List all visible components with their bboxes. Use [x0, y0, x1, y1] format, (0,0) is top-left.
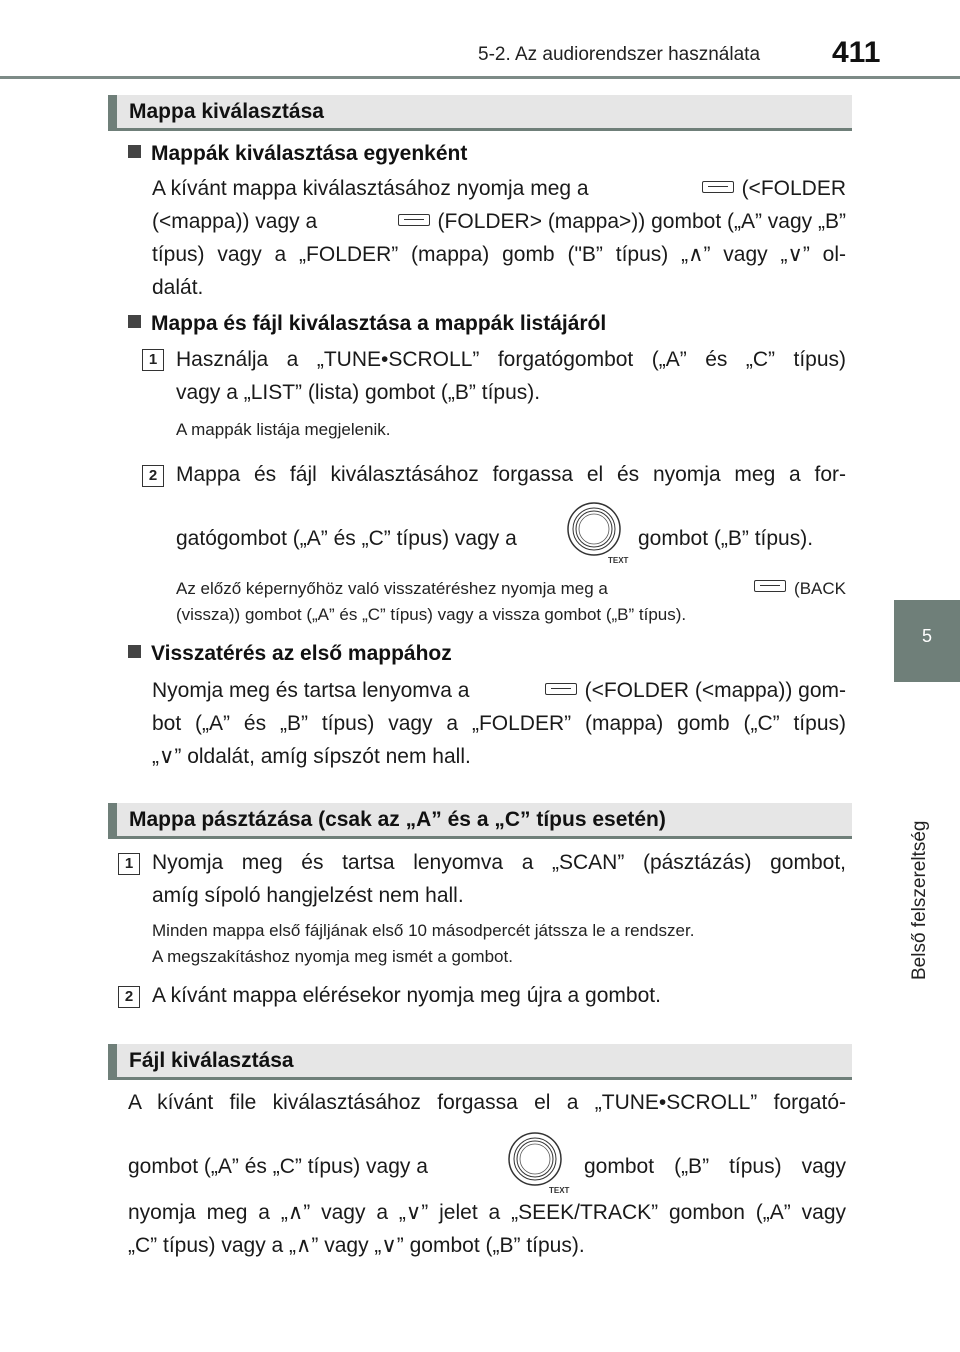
- folder-button-icon: [702, 181, 734, 193]
- step-2-note: Az előző képernyőhöz való visszatéréshez nyomja meg a (BACK (vissza)) gombot („A” és „C” típus) vagy a vissza gombot („B” típus).: [176, 579, 846, 624]
- step-2-line2a: gatógombot („A” és „C” típus) vagy a: [176, 527, 517, 550]
- bullet-square-icon: [128, 315, 141, 328]
- scan-step-1-text: Nyomja meg és tartsa lenyomva a „SCAN” (pásztázás) gombot, amíg sípoló hangjelzést nem hall.: [152, 851, 846, 907]
- subheading-folder-list: Mappa és fájl kiválasztása a mappák listájáról: [128, 312, 606, 336]
- file-select-line2a: gombot („A” és „C” típus) vagy a: [128, 1155, 428, 1178]
- text-knob-icon: [507, 1131, 563, 1187]
- step-number: 2: [142, 465, 164, 487]
- step-number: 2: [118, 986, 140, 1008]
- section-heading-folder-select: Mappa kiválasztása: [108, 95, 852, 131]
- step-2-text: Mappa és fájl kiválasztásához forgassa el és nyomja meg a for-: [176, 463, 846, 486]
- paragraph-folder-one-by-one: A kívánt mappa kiválasztásához nyomja meg a (<FOLDER (<mappa)) vagy a (FOLDER> (mappa>)) gombot („A” vagy „B” típus) vagy a „FOLDER” (mappa) gomb ("B” típus) „∧” vagy „∨” ol- dalát.: [152, 177, 846, 299]
- chapter-tab: 5: [894, 600, 960, 682]
- file-select-line1: A kívánt file kiválasztásához forgassa el a „TUNE•SCROLL” forgató-: [128, 1091, 846, 1114]
- scan-step-2-text: A kívánt mappa elérésekor nyomja meg újra a gombot.: [152, 984, 661, 1007]
- step-2-line2b: gombot („B” típus).: [638, 527, 814, 550]
- step-number: 1: [142, 349, 164, 371]
- chapter-label: Belső felszereltség: [909, 820, 930, 980]
- file-select-line2b: gombot („B” típus) vagy: [584, 1155, 846, 1178]
- bullet-square-icon: [128, 645, 141, 658]
- step-number: 1: [118, 853, 140, 875]
- section-heading-file-select: Fájl kiválasztása: [108, 1044, 852, 1080]
- folder-button-icon: [398, 214, 430, 226]
- page-number: 411: [832, 36, 881, 69]
- header-section-title: 5-2. Az audiorendszer használata: [478, 44, 761, 65]
- folder-button-icon: [545, 683, 577, 695]
- file-select-rest: nyomja meg a „∧” vagy a „∨” jelet a „SEEK/TRACK” gombon („A” vagy „C” típus) vagy a „∧” vagy „∨” gombot („B” típus).: [128, 1201, 846, 1257]
- text-knob-icon: [566, 501, 622, 557]
- subheading-return-first-folder: Visszatérés az első mappához: [128, 642, 452, 666]
- bullet-square-icon: [128, 145, 141, 158]
- section-heading-folder-scan: Mappa pásztázása (csak az „A” és a „C” típus esetén): [108, 803, 852, 839]
- subheading-folders-one-by-one: Mappák kiválasztása egyenként: [128, 142, 467, 166]
- knob-text-label: TEXT: [608, 556, 629, 565]
- back-button-icon: [754, 580, 786, 592]
- step-1-note: A mappák listája megjelenik.: [176, 420, 391, 439]
- knob-text-label: TEXT: [549, 1186, 570, 1195]
- step-1-text: Használja a „TUNE•SCROLL” forgatógombot („A” és „C” típus) vagy a „LIST” (lista) gombot („B” típus).: [176, 348, 846, 404]
- scan-note: Minden mappa első fájljának első 10 másodpercét játssza le a rendszer. A megszakításhoz nyomja meg ismét a gombot.: [152, 921, 695, 966]
- header-rule: [0, 76, 960, 79]
- paragraph-return-first-folder: Nyomja meg és tartsa lenyomva a (<FOLDER (<mappa)) gom- bot („A” és „B” típus) vagy a „FOLDER” (mappa) gomb („C” típus) „∨” oldalát, amíg sípszót nem hall.: [152, 679, 846, 768]
